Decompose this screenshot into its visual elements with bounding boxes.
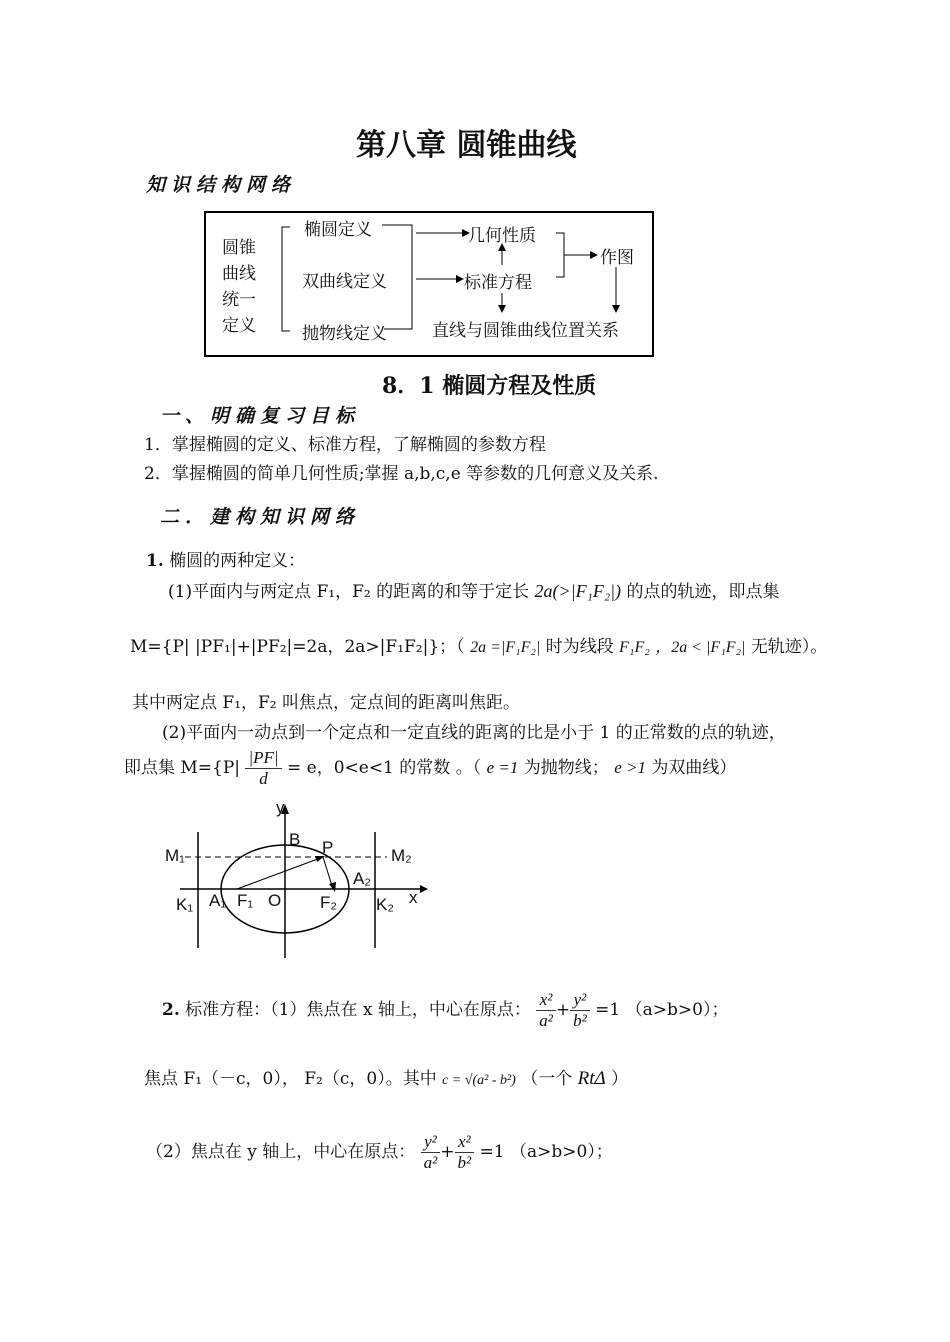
diagram-ellipse-def: 椭圆定义	[304, 220, 372, 240]
def1-case1-text: 时为线段	[545, 637, 614, 657]
foci-line: 其中两定点 F₁，F₂ 叫焦点，定点间的距离叫焦距。	[132, 693, 521, 713]
def1-case1: 2a =|F₁F₂|	[470, 639, 541, 656]
knowledge-diagram	[204, 211, 654, 357]
structure-heading: 知识结构网络	[146, 174, 297, 196]
fig-label-K1: K₁	[176, 895, 194, 914]
def2-tail: 。（	[455, 758, 482, 778]
def2-eq: = e，0<e<1 的常数	[286, 758, 451, 778]
item1	[146, 546, 305, 571]
fig-label-y: y	[276, 798, 285, 817]
item2b-line: （2）焦点在 y 轴上，中心在原点： $\frac{\text{y²}}{\text{a²}}$ + $\frac{\text{x²}}{\text{b²}}$ =1 （a>b>0）；	[146, 1132, 613, 1172]
eq1-num2: y²	[570, 990, 590, 1011]
goal-2: 2．掌握椭圆的简单几何性质;掌握 a,b,c,e 等参数的几何意义及关系.	[144, 464, 659, 484]
fig-label-M2: M₂	[391, 846, 412, 865]
eq2-rhs: =1	[479, 1142, 505, 1162]
fig-label-O: O	[268, 891, 282, 910]
fig-label-F1: F₁	[237, 891, 254, 910]
def1-set: M={P| |PF₁|+|PF₂|=2a，2a>|F₁F₂|}；（	[130, 637, 465, 657]
fig-label-A1: A₁	[209, 891, 227, 910]
fig-label-M1: M₁	[165, 846, 185, 865]
fig-label-x: x	[409, 888, 418, 907]
def1-math: 2a(>|F₁F₂|)	[534, 581, 622, 601]
eq2-num2: x²	[455, 1132, 475, 1153]
def1-tail: 的点的轨迹，即点集	[626, 582, 780, 602]
eq2-frac2	[455, 1132, 475, 1173]
diagram-hyperbola-def: 双曲线定义	[302, 272, 387, 292]
item2-label: 2.	[162, 1000, 180, 1020]
diagram-drawing: 作图	[600, 248, 634, 268]
def2-hyper: 为双曲线）	[651, 758, 737, 778]
section-title: 8．1 椭圆方程及性质	[382, 373, 597, 399]
eq1-rhs: =1	[595, 1000, 621, 1020]
diagram-line-relation: 直线与圆锥曲线位置关系	[432, 321, 619, 341]
fig-label-B: B	[289, 830, 301, 849]
item1-text: 椭圆的两种定义：	[169, 551, 306, 571]
def1-lead: (1)平面内与两定点 F₁，F₂ 的距离的和等于定长	[168, 582, 530, 602]
eq2-den2: b²	[457, 1153, 472, 1172]
def2-e2: e >1	[614, 758, 646, 777]
fig-label-A2: A₂	[353, 869, 371, 888]
eq1-den2: b²	[573, 1011, 587, 1030]
fig-label-K2: K₂	[376, 895, 394, 914]
def2-line2	[124, 748, 736, 789]
def1-line	[168, 577, 779, 602]
diagram-left-2: 曲线	[222, 264, 256, 284]
item1-label: 1.	[146, 551, 164, 571]
def2-fraction	[245, 748, 281, 789]
item2-text: 标准方程：（1）焦点在 x 轴上，中心在原点：	[185, 1000, 531, 1020]
c-note-rt: RtΔ	[577, 1068, 606, 1089]
diagram-left-1: 圆锥	[222, 238, 256, 258]
foci-eq-text: 焦点 F₁（－c，0）， F₂（c，0）。其中	[144, 1069, 437, 1089]
diagram-standard-eq: 标准方程	[464, 273, 532, 293]
def2-den: d	[259, 769, 268, 788]
c-note-open: （一个	[521, 1069, 573, 1089]
fig-label-P: P	[322, 838, 334, 857]
chapter-title: 第八章 圆锥曲线	[356, 128, 577, 163]
def2-prefix: 即点集 M={P|	[124, 758, 241, 778]
item2b-text: （2）焦点在 y 轴上，中心在原点：	[146, 1142, 416, 1162]
eq2-den1: a²	[423, 1153, 438, 1172]
def1-set-line	[130, 632, 827, 657]
ellipse-figure	[165, 800, 435, 965]
def2-parab: 为抛物线；	[523, 758, 609, 778]
def1-case2: ，2a < |F₁F₂|	[655, 639, 746, 656]
c-formula: c = √(a² - b²)	[442, 1073, 516, 1088]
foci-eq-line	[144, 1064, 628, 1090]
diagram-parabola-def: 抛物线定义	[302, 324, 387, 344]
fig-label-F2: F₂	[320, 893, 337, 912]
part2-heading: 二．建构知识网络	[160, 506, 361, 528]
diagram-left-3: 统一	[222, 290, 256, 310]
eq1-frac2	[570, 990, 590, 1031]
item2-line: 2. 标准方程：（1）焦点在 x 轴上，中心在原点： $\frac{\text{x²}}{\text{a²}}$ + $\frac{\text{y²}}{\text{b²}}$ =1 （a>b>0）；	[162, 990, 729, 1030]
part1-heading: 一、明确复习目标	[160, 405, 361, 427]
eq1-cond: （a>b>0）；	[625, 1000, 729, 1020]
def1-case2-text: 无轨迹）。	[750, 637, 828, 657]
eq2-num1: y²	[421, 1132, 441, 1153]
diagram-geometric: 几何性质	[468, 226, 536, 246]
eq1-num1: x²	[536, 990, 556, 1011]
eq1-frac1	[536, 990, 556, 1031]
def1-seg: F₁F₂	[619, 639, 650, 656]
def2-num: |PF|	[245, 748, 281, 769]
eq2-frac1	[421, 1132, 441, 1173]
goal-1: 1．掌握椭圆的定义、标准方程，了解椭圆的参数方程	[144, 435, 546, 455]
diagram-left-4: 定义	[222, 316, 256, 336]
eq2-cond: （a>b>0）；	[509, 1142, 613, 1162]
def2-line1: (2)平面内一动点到一个定点和一定直线的距离的比是小于 1 的正常数的点的轨迹，	[162, 723, 786, 743]
eq1-den1: a²	[539, 1011, 553, 1030]
def2-e1: e =1	[486, 758, 519, 777]
c-note-close: ）	[611, 1069, 629, 1089]
